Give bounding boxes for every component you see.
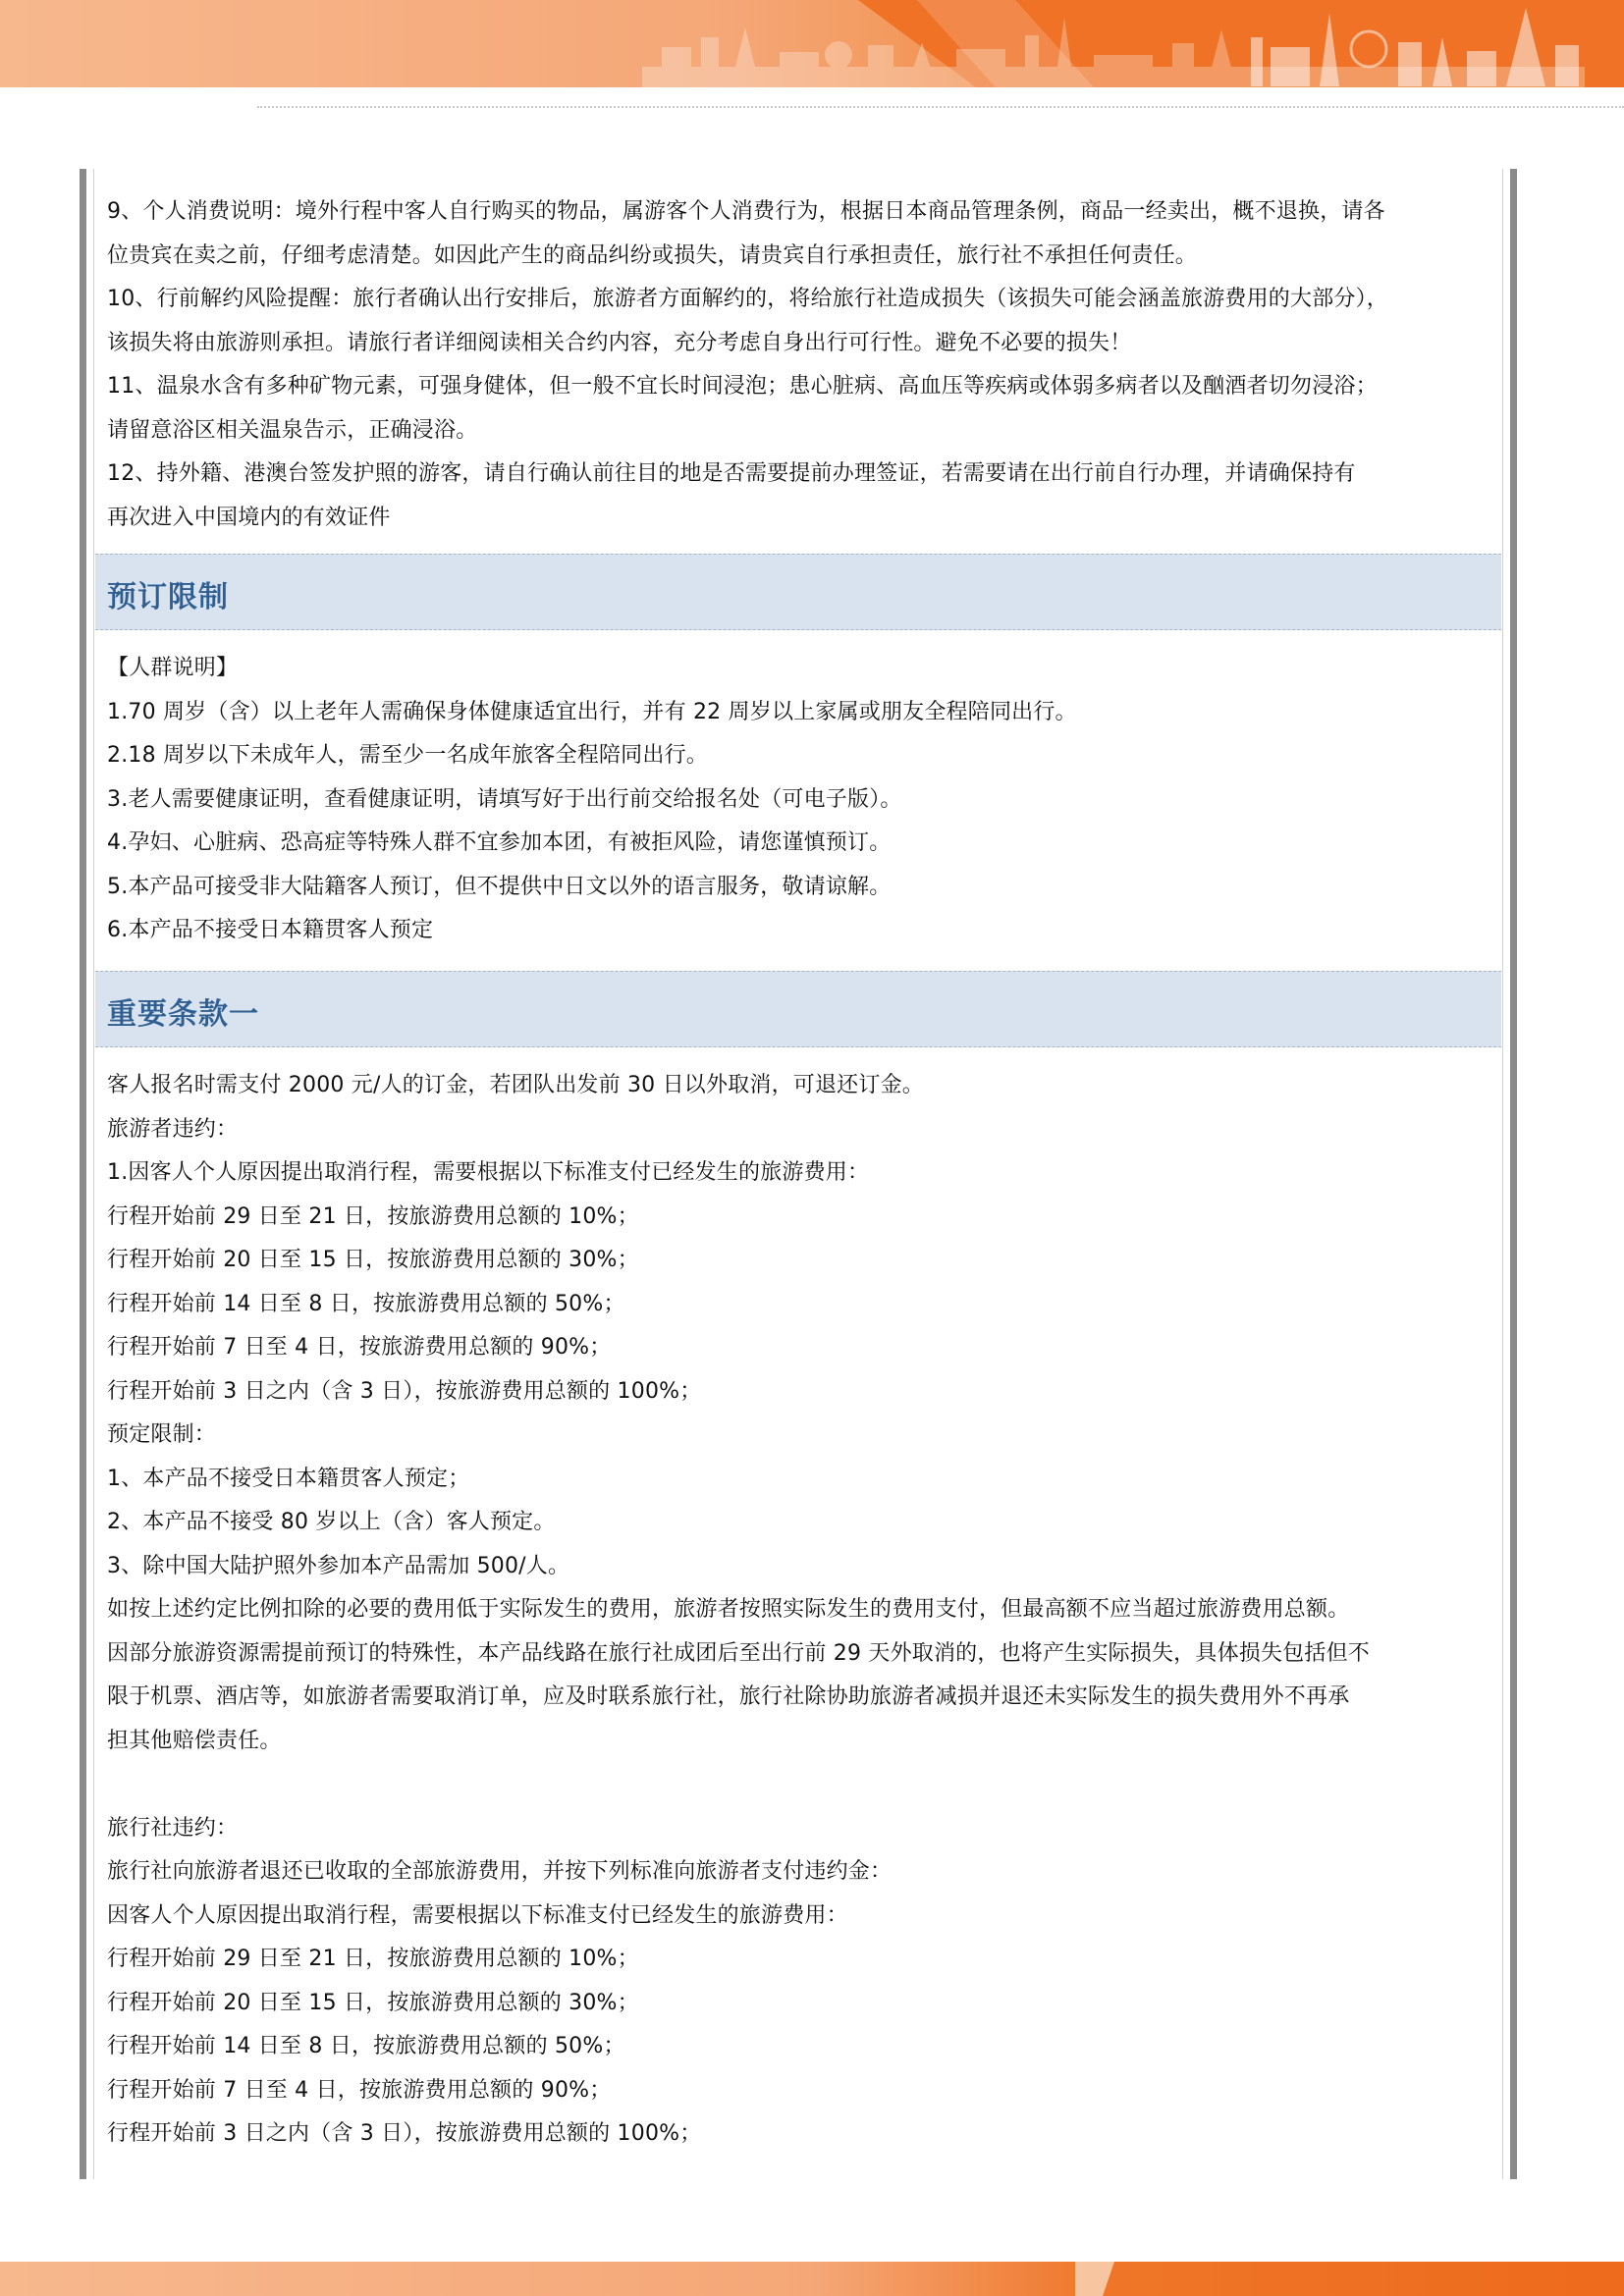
- note-line: 该损失将由旅游则承担。请旅行者详细阅读相关合约内容，充分考虑自身出行可行性。避免不必要的损失！: [107, 330, 1132, 355]
- terms-line: 因部分旅游资源需提前预订的特殊性，本产品线路在旅行社成团后至出行前 29 天外取消的，也将产生实际损失，具体损失包括但不: [107, 1640, 1370, 1666]
- list-item: 6.本产品不接受日本籍贯客人预定: [107, 918, 434, 942]
- terms-line: 行程开始前 7 日至 4 日，按旅游费用总额的 90%；: [107, 2077, 612, 2103]
- terms-line: 1、本产品不接受日本籍贯客人预定；: [107, 1466, 470, 1491]
- terms-line: 行程开始前 3 日之内（含 3 日），按旅游费用总额的 100%；: [107, 1378, 702, 1404]
- terms-line: 因客人个人原因提出取消行程，需要根据以下标准支付已经发生的旅游费用：: [107, 1902, 848, 1928]
- terms-line: 客人报名时需支付 2000 元/人的订金，若团队出发前 30 日以外取消，可退还订金。: [107, 1073, 924, 1097]
- terms-line: 1.因客人个人原因提出取消行程，需要根据以下标准支付已经发生的旅游费用：: [107, 1160, 870, 1185]
- content-frame: [80, 169, 1517, 2179]
- banner-accent: [1075, 2262, 1114, 2296]
- booking-limits-body: [107, 647, 1492, 953]
- header-divider: [257, 106, 1624, 108]
- terms-line: 行程开始前 20 日至 15 日，按旅游费用总额的 30%；: [107, 1248, 639, 1272]
- terms-one-body: [107, 1064, 1492, 2157]
- note-line: 请留意浴区相关温泉告示，正确浸浴。: [107, 417, 478, 443]
- top-banner: [0, 0, 1624, 87]
- terms-line: 旅行社违约：: [107, 1815, 239, 1841]
- terms-line: 预定限制：: [107, 1422, 217, 1447]
- terms-line: 行程开始前 14 日至 8 日，按旅游费用总额的 50%；: [107, 2034, 625, 2058]
- terms-line: 行程开始前 7 日至 4 日，按旅游费用总额的 90%；: [107, 1335, 612, 1360]
- terms-line: 行程开始前 3 日之内（含 3 日），按旅游费用总额的 100%；: [107, 2121, 702, 2146]
- city-skyline-icon: [642, 8, 1585, 87]
- note-line: 11、温泉水含有多种矿物元素，可强身健体，但一般不宜长时间浸泡；患心脏病、高血压等疾病或体弱多病者以及酗酒者切勿浸浴；: [107, 374, 1378, 399]
- section-title: 预订限制: [107, 580, 229, 614]
- list-item: 1.70 周岁（含）以上老年人需确保身体健康适宜出行，并有 22 周岁以上家属或朋友全程陪同出行。: [107, 699, 1077, 724]
- terms-line: 2、本产品不接受 80 岁以上（含）客人预定。: [107, 1510, 556, 1534]
- terms-line: 行程开始前 29 日至 21 日，按旅游费用总额的 10%；: [107, 1947, 639, 1971]
- note-line: 12、持外籍、港澳台签发护照的游客，请自行确认前往目的地是否需要提前办理签证，若需要请在出行前自行办理，并请确保持有: [107, 461, 1356, 486]
- terms-line: [107, 1763, 1492, 1807]
- list-item: 4.孕妇、心脏病、恐高症等特殊人群不宜参加本团，有被拒风险，请您谨慎预订。: [107, 830, 892, 855]
- terms-line: 如按上述约定比例扣除的必要的费用低于实际发生的费用，旅游者按照实际发生的费用支付，但最高额不应当超过旅游费用总额。: [107, 1597, 1350, 1622]
- list-item: 3.老人需要健康证明，查看健康证明，请填写好于出行前交给报名处（可电子版）。: [107, 786, 902, 812]
- terms-line: 限于机票、酒店等，如旅游者需要取消订单，应及时联系旅行社，旅行社除协助旅游者减损并退还未实际发生的损失费用外不再承: [107, 1684, 1350, 1709]
- bottom-banner: [0, 2262, 1624, 2296]
- section-header-booking-limits: [95, 554, 1501, 630]
- list-item: 2.18 周岁以下未成年人，需至少一名成年旅客全程陪同出行。: [107, 743, 708, 768]
- terms-line: 行程开始前 29 日至 21 日，按旅游费用总额的 10%；: [107, 1203, 639, 1229]
- terms-line: 行程开始前 14 日至 8 日，按旅游费用总额的 50%；: [107, 1291, 625, 1316]
- terms-line: 3、除中国大陆护照外参加本产品需加 500/人。: [107, 1553, 570, 1578]
- note-line: 位贵宾在卖之前，仔细考虑清楚。如因此产生的商品纠纷或损失，请贵宾自行承担责任，旅行社不承担任何责任。: [107, 242, 1198, 268]
- content-inner: [93, 169, 1503, 2179]
- terms-line: 旅行社向旅游者退还已收取的全部旅游费用，并按下列标准向旅游者支付违约金：: [107, 1859, 893, 1884]
- notes-continued: [107, 190, 1492, 540]
- note-line: 再次进入中国境内的有效证件: [107, 505, 391, 530]
- list-item: 5.本产品可接受非大陆籍客人预订，但不提供中日文以外的语言服务，敬请谅解。: [107, 874, 892, 899]
- terms-line: 旅游者违约：: [107, 1116, 239, 1142]
- terms-line: 行程开始前 20 日至 15 日，按旅游费用总额的 30%；: [107, 1990, 639, 2015]
- section-title: 重要条款一: [107, 997, 259, 1032]
- section-header-terms-one: [95, 971, 1501, 1047]
- list-item: 【人群说明】: [107, 656, 239, 680]
- terms-line: 担其他赔偿责任。: [107, 1728, 282, 1753]
- note-line: 10、行前解约风险提醒：旅行者确认出行安排后，旅游者方面解约的，将给旅行社造成损失（该损失可能会涵盖旅游费用的大部分），: [107, 287, 1388, 311]
- note-line: 9、个人消费说明：境外行程中客人自行购买的物品，属游客个人消费行为，根据日本商品管理条例，商品一经卖出，概不退换，请各: [107, 199, 1385, 224]
